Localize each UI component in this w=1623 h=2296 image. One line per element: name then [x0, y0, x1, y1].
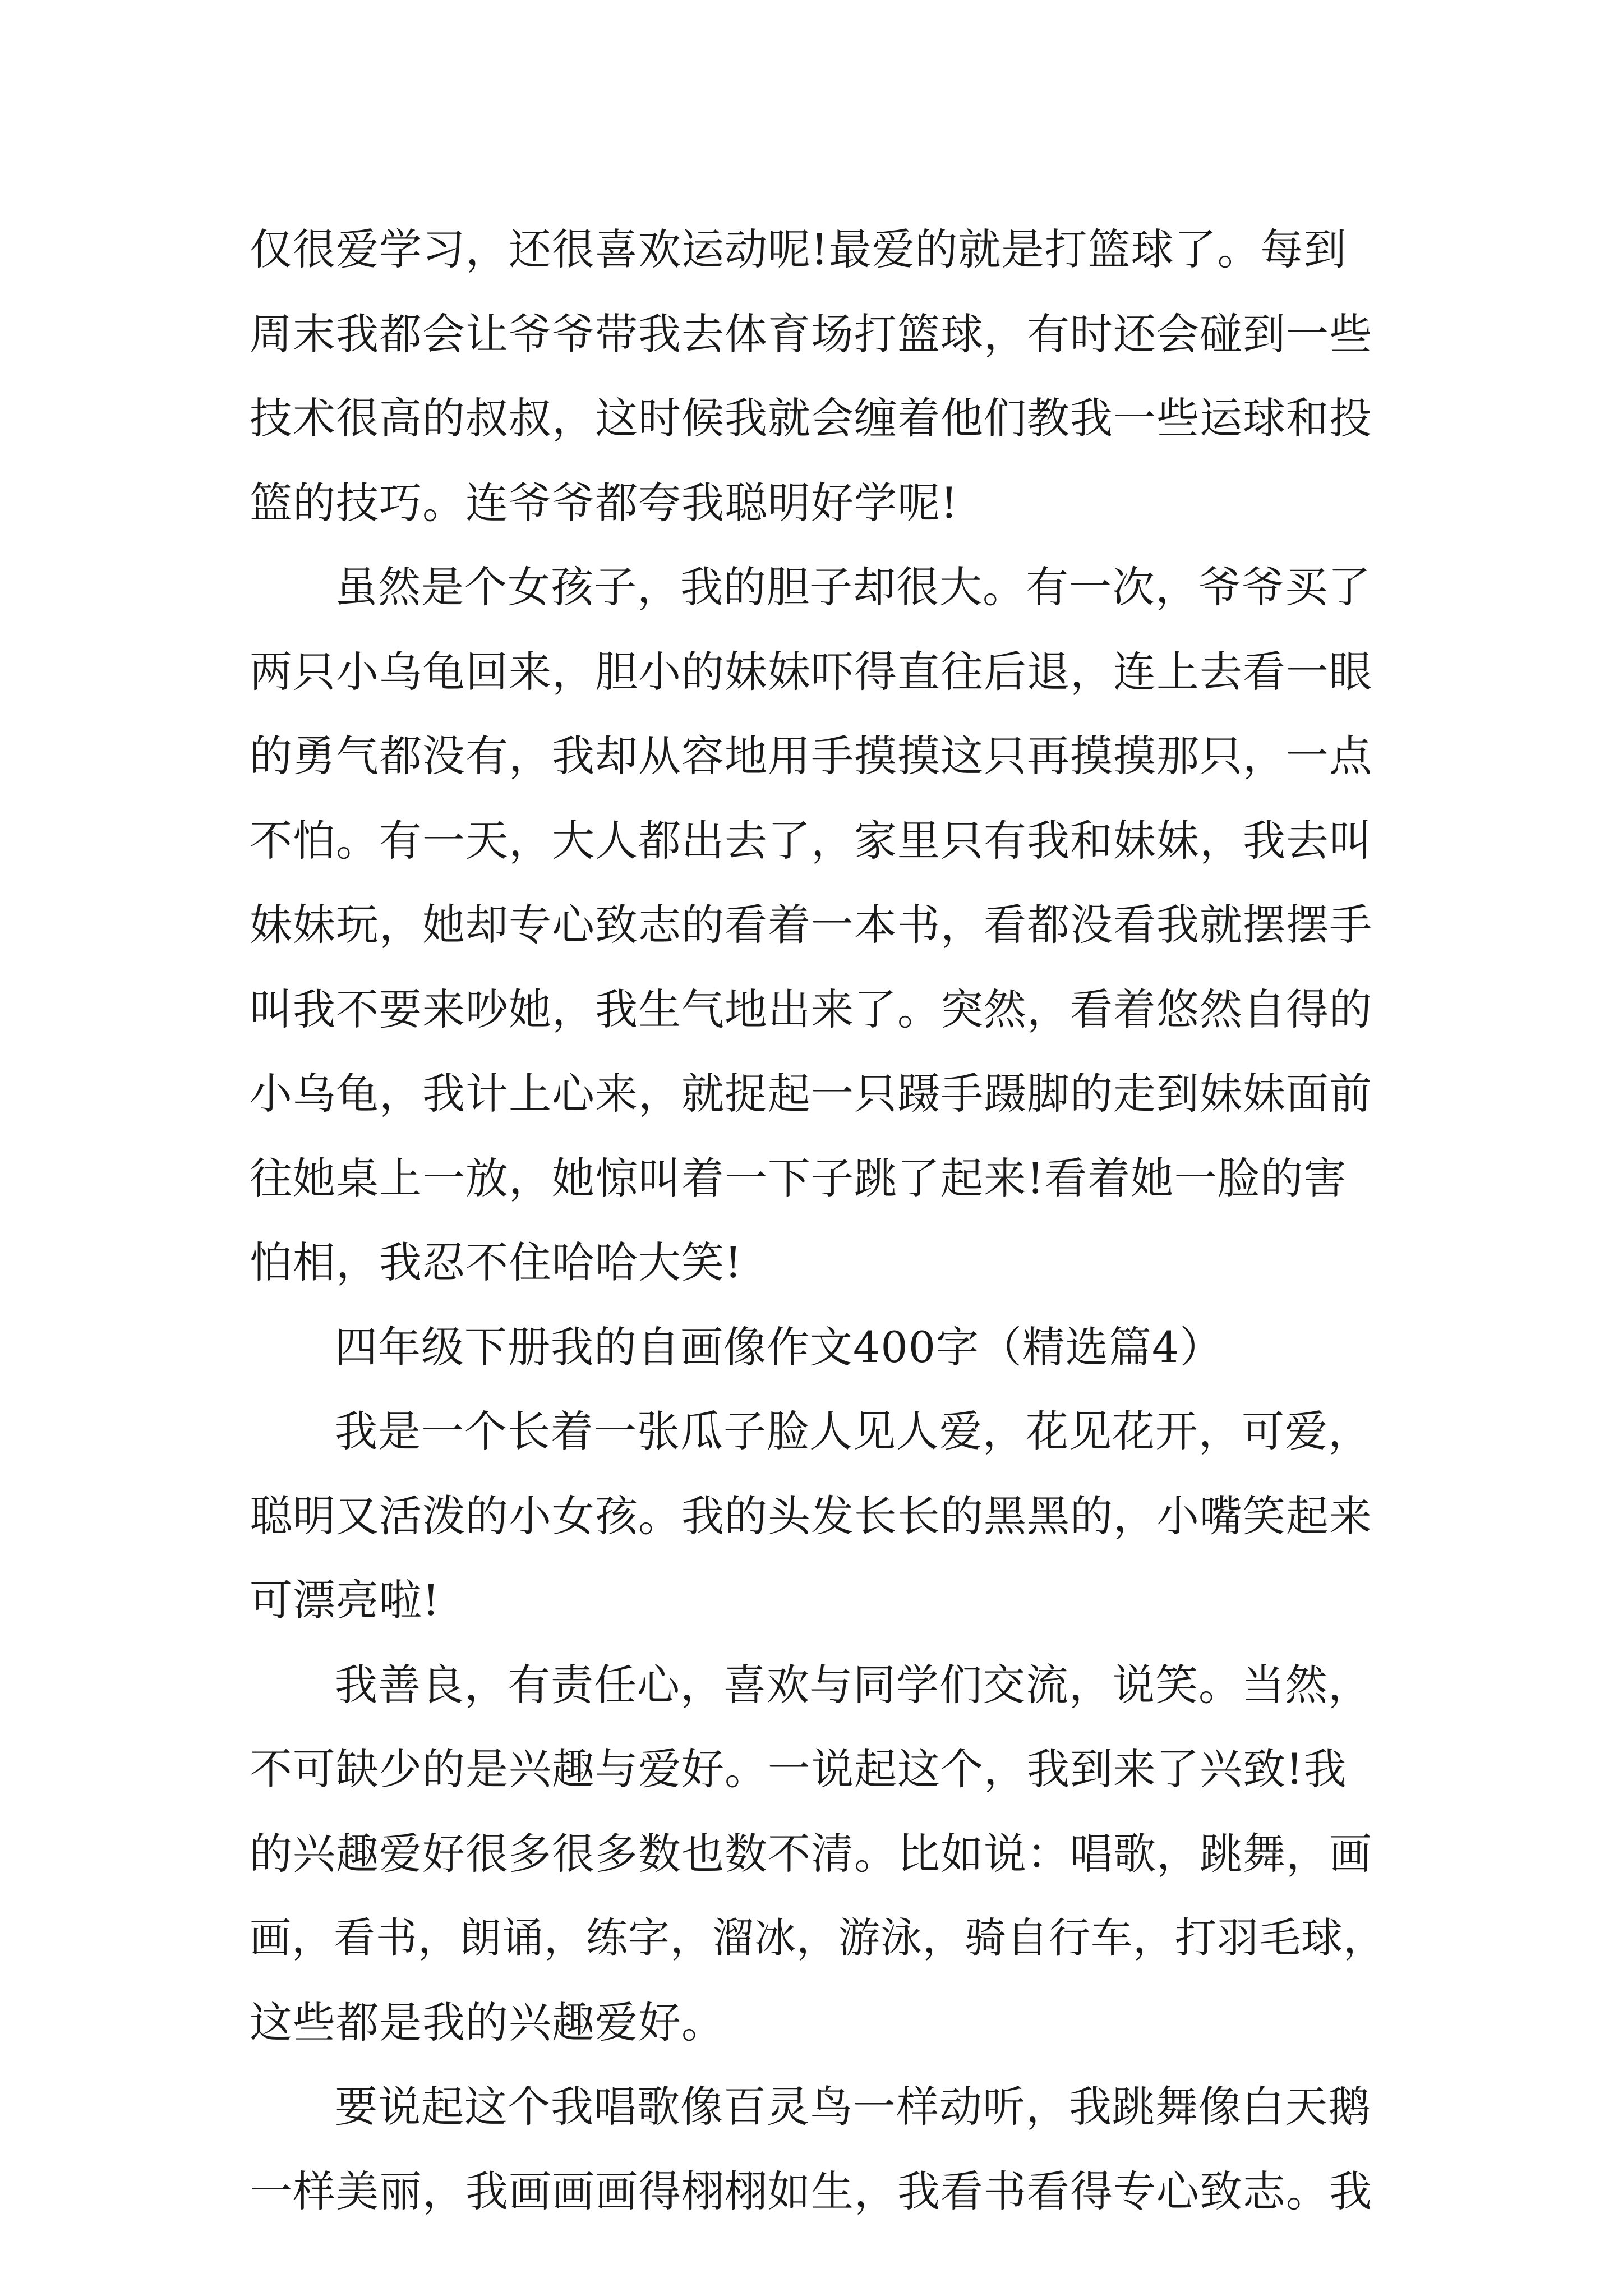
text-line: 仅很爱学习，还很喜欢运动呢!最爱的就是打篮球了。每到 [250, 224, 1347, 274]
text-line: 画，看书，朗诵，练字，溜冰，游泳，骑自行车，打羽毛球， [250, 1914, 1385, 1962]
paragraph-start-line: 我善良，有责任心，喜欢与同学们交流，说笑。当然， [335, 1659, 1371, 1710]
text-line: 这些都是我的兴趣爱好。 [250, 1997, 725, 2047]
text-line: 篮的技巧。连爷爷都夸我聪明好学呢! [250, 477, 958, 528]
text-line: 不可缺少的是兴趣与爱好。一说起这个，我到来了兴致!我 [250, 1744, 1347, 1794]
section-heading: 四年级下册我的自画像作文400字（精选篇4） [335, 1322, 1223, 1372]
text-line: 小乌龟，我计上心来，就捉起一只蹑手蹑脚的走到妹妹面前 [250, 1069, 1372, 1119]
paragraph-start-line: 虽然是个女孩子，我的胆子却很大。有一次，爷爷买了 [335, 562, 1371, 612]
text-line: 怕相，我忍不住哈哈大笑! [250, 1237, 743, 1287]
text-line: 两只小乌龟回来，胆小的妹妹吓得直往后退，连上去看一眼 [250, 646, 1372, 697]
text-line: 周末我都会让爷爷带我去体育场打篮球，有时还会碰到一些 [250, 309, 1372, 359]
text-line: 的勇气都没有，我却从容地用手摸摸这只再摸摸那只，一点 [250, 731, 1372, 781]
text-line: 不怕。有一天，大人都出去了，家里只有我和妹妹，我去叫 [250, 815, 1372, 866]
text-line: 技术很高的叔叔，这时候我就会缠着他们教我一些运球和投 [250, 393, 1372, 443]
text-line: 妹妹玩，她却专心致志的看着一本书，看都没看我就摆摆手 [250, 900, 1372, 950]
text-line: 可漂亮啦! [250, 1575, 440, 1625]
text-line: 叫我不要来吵她，我生气地出来了。突然，看着悠然自得的 [250, 984, 1372, 1034]
text-line: 一样美丽，我画画画得栩栩如生，我看书看得专心致志。我 [250, 2166, 1372, 2216]
text-line: 聪明又活泼的小女孩。我的头发长长的黑黑的，小嘴笑起来 [250, 1490, 1372, 1541]
paragraph-start-line: 要说起这个我唱歌像百灵鸟一样动听，我跳舞像白天鹅 [335, 2082, 1371, 2132]
text-line: 往她桌上一放，她惊叫着一下子跳了起来!看着她一脸的害 [250, 1153, 1347, 1203]
paragraph-start-line: 我是一个长着一张瓜子脸人见人爱，花见花开，可爱， [335, 1406, 1371, 1456]
body-text [250, 208, 1388, 2234]
text-line: 的兴趣爱好很多很多数也数不清。比如说：唱歌，跳舞，画 [250, 1828, 1372, 1879]
